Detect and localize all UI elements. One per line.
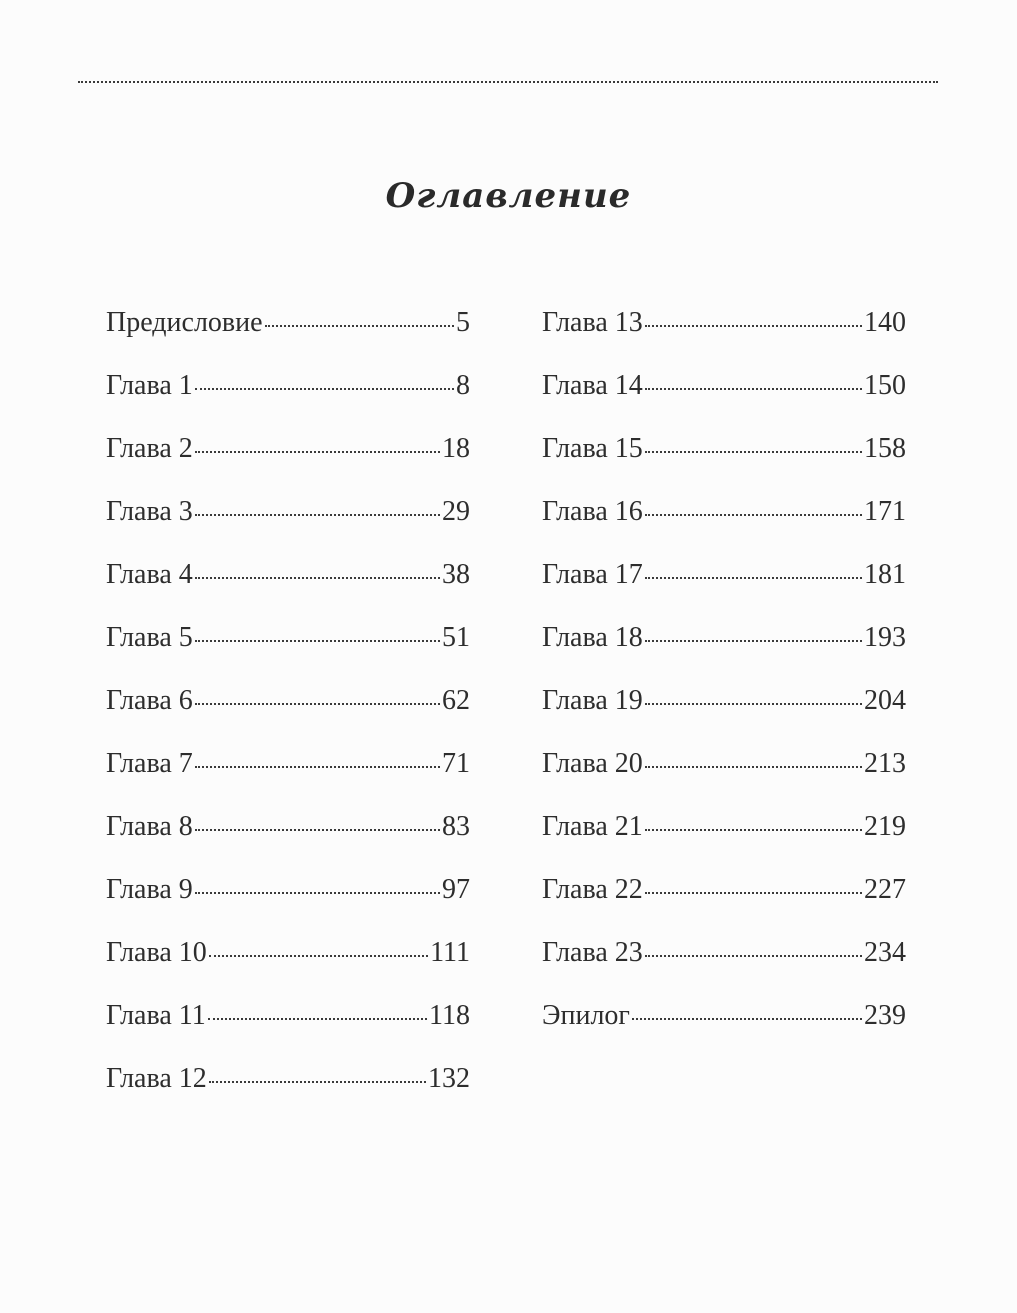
toc-entry-page: 171	[864, 496, 906, 527]
toc-entry	[106, 811, 470, 874]
dot-leader	[209, 1081, 426, 1083]
toc-entry	[542, 622, 906, 685]
toc-entry-label: Глава 2	[106, 433, 193, 464]
toc-entry-label: Эпилог	[542, 1000, 630, 1031]
toc-entry-page: 204	[864, 685, 906, 716]
toc-entry-label: Глава 7	[106, 748, 193, 779]
toc-entry-page: 140	[864, 307, 906, 338]
toc-entry-page: 38	[442, 559, 470, 590]
toc-entry	[542, 559, 906, 622]
dot-leader	[645, 892, 862, 894]
toc-entry-label: Глава 18	[542, 622, 643, 653]
dot-leader	[195, 829, 440, 831]
toc-entry	[106, 1063, 470, 1126]
toc-entry-page: 118	[429, 1000, 470, 1031]
toc-entry-page: 97	[442, 874, 470, 905]
dot-leader	[195, 577, 440, 579]
toc-entry	[106, 370, 470, 433]
toc-entry-label: Глава 21	[542, 811, 643, 842]
dot-leader	[645, 451, 862, 453]
toc-title: Оглавление	[385, 176, 632, 216]
dot-leader	[632, 1018, 862, 1020]
toc-entry	[542, 496, 906, 559]
top-dotted-rule	[78, 81, 938, 83]
toc-entry-label: Глава 13	[542, 307, 643, 338]
toc-entry	[542, 307, 906, 370]
dot-leader	[195, 451, 440, 453]
dot-leader	[645, 766, 862, 768]
toc-entry	[106, 685, 470, 748]
toc-entry-page: 219	[864, 811, 906, 842]
dot-leader	[645, 955, 862, 957]
dot-leader	[645, 640, 862, 642]
toc-entry	[542, 874, 906, 937]
toc-entry-label: Глава 15	[542, 433, 643, 464]
toc-entry-label: Глава 20	[542, 748, 643, 779]
toc-entry	[542, 748, 906, 811]
toc-entry-page: 150	[864, 370, 906, 401]
dot-leader	[645, 325, 862, 327]
toc-entry-page: 158	[864, 433, 906, 464]
toc-entry-page: 8	[456, 370, 470, 401]
dot-leader	[209, 955, 428, 957]
toc-entry-page: 62	[442, 685, 470, 716]
toc-entry	[542, 685, 906, 748]
toc-entry-label: Глава 6	[106, 685, 193, 716]
dot-leader	[195, 514, 440, 516]
toc-entry-page: 29	[442, 496, 470, 527]
toc-entry-label: Глава 3	[106, 496, 193, 527]
toc-entry-label: Глава 12	[106, 1063, 207, 1094]
dot-leader	[195, 766, 440, 768]
dot-leader	[195, 388, 454, 390]
toc-entry-label: Предисловие	[106, 307, 263, 338]
toc-entry-page: 71	[442, 748, 470, 779]
dot-leader	[265, 325, 454, 327]
dot-leader	[645, 577, 862, 579]
toc-entry	[542, 1000, 906, 1063]
toc-entry-page: 234	[864, 937, 906, 968]
toc-entry-label: Глава 19	[542, 685, 643, 716]
dot-leader	[195, 640, 440, 642]
toc-entry-label: Глава 4	[106, 559, 193, 590]
toc-entry-label: Глава 23	[542, 937, 643, 968]
toc-entry-page: 181	[864, 559, 906, 590]
toc-entry	[542, 433, 906, 496]
dot-leader	[645, 514, 862, 516]
toc-entry	[542, 937, 906, 1000]
toc-entry-label: Глава 14	[542, 370, 643, 401]
toc-entry-page: 227	[864, 874, 906, 905]
toc-entry	[106, 307, 470, 370]
toc-entry-page: 132	[428, 1063, 470, 1094]
dot-leader	[195, 892, 440, 894]
toc-entry-label: Глава 17	[542, 559, 643, 590]
dot-leader	[208, 1018, 427, 1020]
toc-entry-page: 18	[442, 433, 470, 464]
toc-entry	[106, 1000, 470, 1063]
toc-entry-label: Глава 1	[106, 370, 193, 401]
toc-entry-label: Глава 16	[542, 496, 643, 527]
toc-entry-label: Глава 8	[106, 811, 193, 842]
toc-entry-page: 213	[864, 748, 906, 779]
toc-entry-label: Глава 9	[106, 874, 193, 905]
dot-leader	[645, 703, 862, 705]
toc-entry	[106, 748, 470, 811]
toc-entry-page: 239	[864, 1000, 906, 1031]
toc-entry-page: 51	[442, 622, 470, 653]
toc-entry	[106, 622, 470, 685]
toc-column-left	[106, 307, 470, 1126]
toc-entry-page: 83	[442, 811, 470, 842]
dot-leader	[645, 388, 862, 390]
dot-leader	[195, 703, 440, 705]
toc-entry-label: Глава 10	[106, 937, 207, 968]
toc-entry	[106, 496, 470, 559]
toc-entry-page: 193	[864, 622, 906, 653]
toc-entry	[106, 874, 470, 937]
toc-entry-page: 111	[430, 937, 470, 968]
toc-entry	[542, 811, 906, 874]
toc-column-right	[542, 307, 906, 1063]
toc-entry	[106, 559, 470, 622]
dot-leader	[645, 829, 862, 831]
toc-entry	[106, 433, 470, 496]
toc-entry-label: Глава 11	[106, 1000, 206, 1031]
toc-entry	[106, 937, 470, 1000]
toc-entry	[542, 370, 906, 433]
toc-entry-label: Глава 22	[542, 874, 643, 905]
toc-entry-page: 5	[456, 307, 470, 338]
toc-entry-label: Глава 5	[106, 622, 193, 653]
